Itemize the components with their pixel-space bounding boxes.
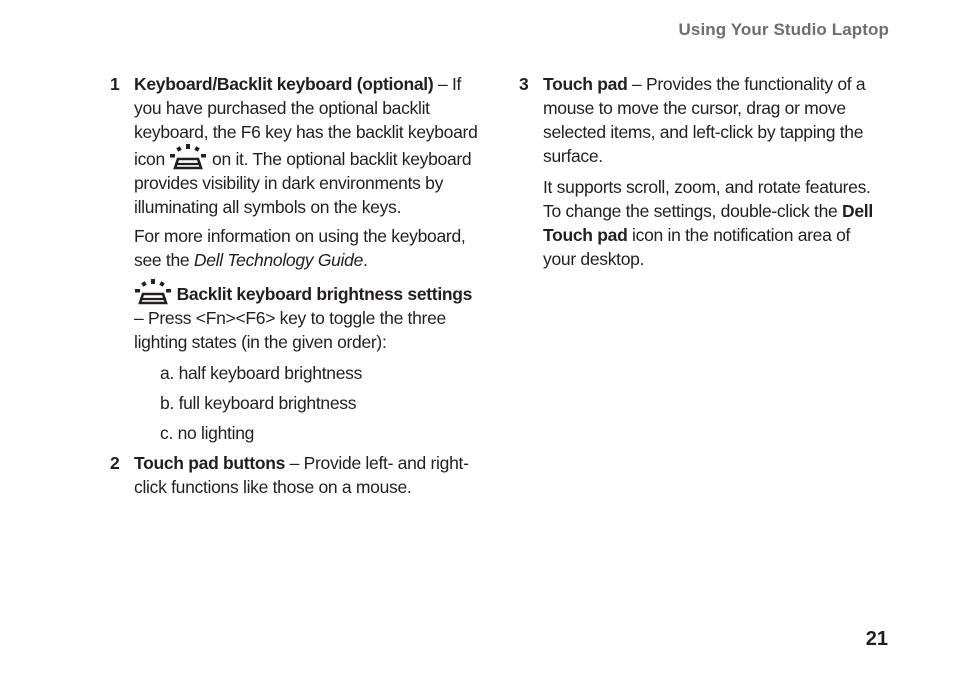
list-text: full keyboard brightness [178,393,357,413]
item-touch-pad [519,72,881,271]
list-item [160,361,482,391]
item-number: 1 [110,74,120,94]
item-keyboard [110,72,482,451]
item-touch-pad-description [543,72,881,168]
item-text: – Provide left- and right-click functions like those on a mouse. [134,453,469,497]
more-info-text: For more information on using the keyboard, see the [134,226,466,270]
list-letter: c. [160,423,174,443]
list-letter: a. [160,363,174,383]
list-item [160,391,482,421]
settings-text: It supports scroll, zoom, and rotate features. To change the settings, double-click the [543,177,871,221]
backlit-keyboard-icon [169,144,207,170]
item-number: 3 [519,74,529,94]
left-column [110,72,482,499]
item-keyboard-description [134,72,482,219]
list-text: no lighting [177,423,255,443]
page-number: 21 [865,628,888,650]
backlit-keyboard-icon [134,279,172,305]
running-header: Using Your Studio Laptop [678,20,889,39]
list-item [160,421,482,451]
brightness-paragraph [134,279,482,354]
list-letter: b. [160,393,174,413]
dell-touch-pad-term: Dell Touch pad [543,201,873,245]
lighting-states-list [160,361,482,451]
item-term: Touch pad [543,74,628,94]
item-touch-pad-buttons [110,451,482,499]
brightness-settings-text: – Press <Fn><F6> key to toggle the three lighting states (in the given order): [134,308,446,352]
item-text-b: on it. The optional backlit keyboard provides visibility in dark environments by illuminating all symbols on the keys. [134,149,472,217]
right-column [519,72,881,271]
touch-pad-settings-paragraph [543,175,881,271]
settings-text-end: icon in the notification area of your desktop. [543,225,851,269]
item-text: – Provides the functionality of a mouse to move the cursor, drag or move selected items, and left-click by tapping the surface. [543,74,866,166]
more-info-period: . [363,250,368,270]
guide-title: Dell Technology Guide [193,250,364,270]
item-term: Touch pad buttons [134,453,286,473]
item-term: Keyboard/Backlit keyboard (optional) [134,74,434,94]
list-text: half keyboard brightness [178,363,363,383]
item-touch-pad-buttons-description [134,451,482,499]
item-text-a: – If you have purchased the optional backlit keyboard, the F6 key has the backlit keyboard icon [134,74,478,169]
item-number: 2 [110,453,120,473]
brightness-settings-title: Backlit keyboard brightness settings [176,284,473,304]
more-info-paragraph [134,224,482,272]
